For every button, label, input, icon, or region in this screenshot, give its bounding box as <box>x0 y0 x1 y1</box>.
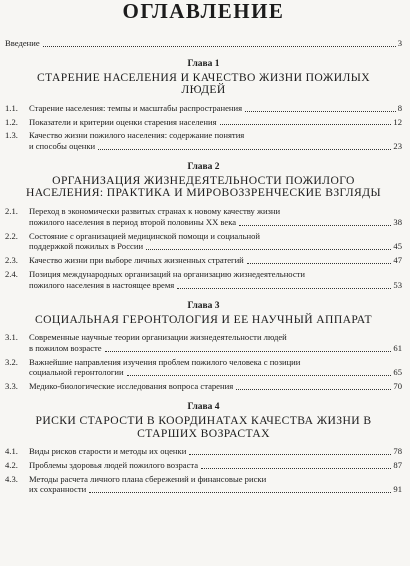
section-title: Старение населения: темпы и масштабы распространения <box>29 102 243 113</box>
toc-entry[interactable] <box>5 357 402 379</box>
chapter-label: Глава 2 <box>187 161 220 172</box>
page-title: ОГЛАВЛЕНИЕ <box>122 0 285 23</box>
toc-entry-line <box>5 141 402 152</box>
section-number: 3.3. <box>5 381 18 392</box>
toc-entry[interactable] <box>5 269 402 291</box>
section-title: Важнейшие направления изучения проблем пожилого человека с позиции <box>29 356 301 367</box>
dot-leader <box>146 249 391 250</box>
toc-entry-line <box>5 103 402 114</box>
toc-entry-line <box>5 269 402 280</box>
chapter-block <box>5 301 402 392</box>
toc-entry-label: Введение <box>5 38 40 48</box>
toc-page-number: 38 <box>393 216 402 227</box>
toc-entry-line <box>5 231 402 242</box>
section-number: 2.2. <box>5 230 18 241</box>
toc-entry-line <box>5 255 402 266</box>
section-number: 2.1. <box>5 205 18 216</box>
section-title: пожилого населения в период второй половины XX века <box>29 216 237 227</box>
section-title: Современные научные теории организации жизнедеятельности людей <box>29 332 287 343</box>
toc-entry[interactable] <box>5 381 402 392</box>
section-title: пожилого населения в настоящее время <box>29 279 175 290</box>
toc-page-number: 91 <box>393 484 402 495</box>
dot-leader <box>236 389 391 390</box>
section-number: 2.4. <box>5 268 18 279</box>
toc-page-number: 3 <box>397 38 402 48</box>
dot-leader <box>177 288 391 289</box>
toc-entry[interactable] <box>5 446 402 457</box>
toc-page-number: 23 <box>393 141 402 152</box>
section-number: 3.2. <box>5 356 18 367</box>
dot-leader <box>98 149 391 150</box>
section-title: и способы оценки <box>29 141 96 152</box>
toc-page-number: 65 <box>393 367 402 378</box>
section-title: поддержкой пожилых в России <box>29 241 144 252</box>
section-number: 1.2. <box>5 116 18 127</box>
chapter-block <box>5 59 402 152</box>
toc-entry[interactable] <box>5 332 402 354</box>
section-number: 1.1. <box>5 102 18 113</box>
toc-entry-line <box>5 280 402 291</box>
toc-page-number: 8 <box>397 102 402 113</box>
toc-entry[interactable] <box>5 206 402 228</box>
dot-leader <box>247 263 392 264</box>
toc-entry-intro[interactable] <box>5 38 402 49</box>
dot-leader <box>89 492 391 493</box>
chapter-block <box>5 162 402 291</box>
toc-entry-line <box>5 206 402 217</box>
toc-entry-line <box>5 217 402 228</box>
section-title: Качество жизни при выборе личных жизненных стратегий <box>29 255 244 266</box>
dot-leader <box>189 454 391 455</box>
toc-page-number: 45 <box>393 241 402 252</box>
section-number: 4.3. <box>5 473 18 484</box>
section-title: в пожилом возрасте <box>29 342 102 353</box>
section-title: Переход в экономически развитых странах к новому качеству жизни <box>29 205 281 216</box>
section-number: 4.1. <box>5 446 18 457</box>
chapter-title: СОЦИАЛЬНАЯ ГЕРОНТОЛОГИЯ И ЕЕ НАУЧНЫЙ АППАРАТ <box>35 312 372 326</box>
dot-leader <box>220 124 392 125</box>
chapter-title: ОРГАНИЗАЦИЯ ЖИЗНЕДЕЯТЕЛЬНОСТИ ПОЖИЛОГО НАСЕЛЕНИЯ: ПРАКТИКА И МИРОВОЗЗРЕНЧЕСКИЕ ВЗГЛЯДЫ <box>25 173 382 200</box>
section-number: 1.3. <box>5 130 18 141</box>
section-number: 3.1. <box>5 332 18 343</box>
chapter-label: Глава 3 <box>187 300 220 311</box>
section-title: Показатели и критерии оценки старения населения <box>29 116 217 127</box>
chapter-block <box>5 402 402 495</box>
toc-entry-line <box>5 367 402 378</box>
chapter-label: Глава 4 <box>187 402 220 413</box>
toc-entry-line <box>5 357 402 368</box>
section-title: их сохранности <box>29 484 87 495</box>
chapter-title: СТАРЕНИЕ НАСЕЛЕНИЯ И КАЧЕСТВО ЖИЗНИ ПОЖИЛЫХ ЛЮДЕЙ <box>36 70 371 97</box>
section-title: Состояние с организацией медицинской помощи и социальной <box>29 230 260 241</box>
toc-entry[interactable] <box>5 255 402 266</box>
dot-leader <box>43 46 396 47</box>
toc-entry-line <box>5 241 402 252</box>
section-title: Проблемы здоровья людей пожилого возраста <box>29 459 199 470</box>
toc-entry-line <box>5 460 402 471</box>
toc-page-number: 78 <box>393 446 402 457</box>
toc-page-number: 53 <box>393 279 402 290</box>
toc-entry[interactable] <box>5 474 402 496</box>
toc-entry[interactable] <box>5 117 402 128</box>
section-title: Виды рисков старости и методы их оценки <box>29 446 187 457</box>
section-title: социальной геронтологии <box>29 367 124 378</box>
section-number: 2.3. <box>5 255 18 266</box>
toc-page-number: 87 <box>393 459 402 470</box>
toc-page-number: 70 <box>393 381 402 392</box>
toc-entry-line <box>5 446 402 457</box>
section-title: Качество жизни пожилого населения: содержание понятия <box>29 130 245 141</box>
toc-entry-line <box>5 117 402 128</box>
chapter-list <box>5 59 402 495</box>
toc-entry[interactable] <box>5 103 402 114</box>
section-title: Позиция международных организаций на организацию жизнедеятельности <box>29 268 305 279</box>
toc-entry-line <box>5 343 402 354</box>
toc-page-number: 47 <box>393 255 402 266</box>
dot-leader <box>127 375 392 376</box>
toc-page-number: 12 <box>393 116 402 127</box>
dot-leader <box>239 225 391 226</box>
section-title: Методы расчета личного плана сбережений и финансовые риски <box>29 473 267 484</box>
chapter-title: РИСКИ СТАРОСТИ В КООРДИНАТАХ КАЧЕСТВА ЖИЗНИ В СТАРШИХ ВОЗРАСТАХ <box>35 414 372 440</box>
toc-entry[interactable] <box>5 130 402 152</box>
chapter-label: Глава 1 <box>187 58 220 69</box>
toc-entry-line <box>5 484 402 495</box>
section-title: Медико-биологические исследования вопроса старения <box>29 381 234 392</box>
toc-entry[interactable] <box>5 231 402 253</box>
dot-leader <box>201 468 391 469</box>
dot-leader <box>245 111 396 112</box>
toc-entry-line <box>5 381 402 392</box>
toc-entry-line <box>5 130 402 141</box>
section-number: 4.2. <box>5 459 18 470</box>
toc-entry-line <box>5 474 402 485</box>
toc-page-number: 61 <box>393 342 402 353</box>
dot-leader <box>105 351 392 352</box>
toc-entry[interactable] <box>5 460 402 471</box>
toc-entry-line <box>5 332 402 343</box>
